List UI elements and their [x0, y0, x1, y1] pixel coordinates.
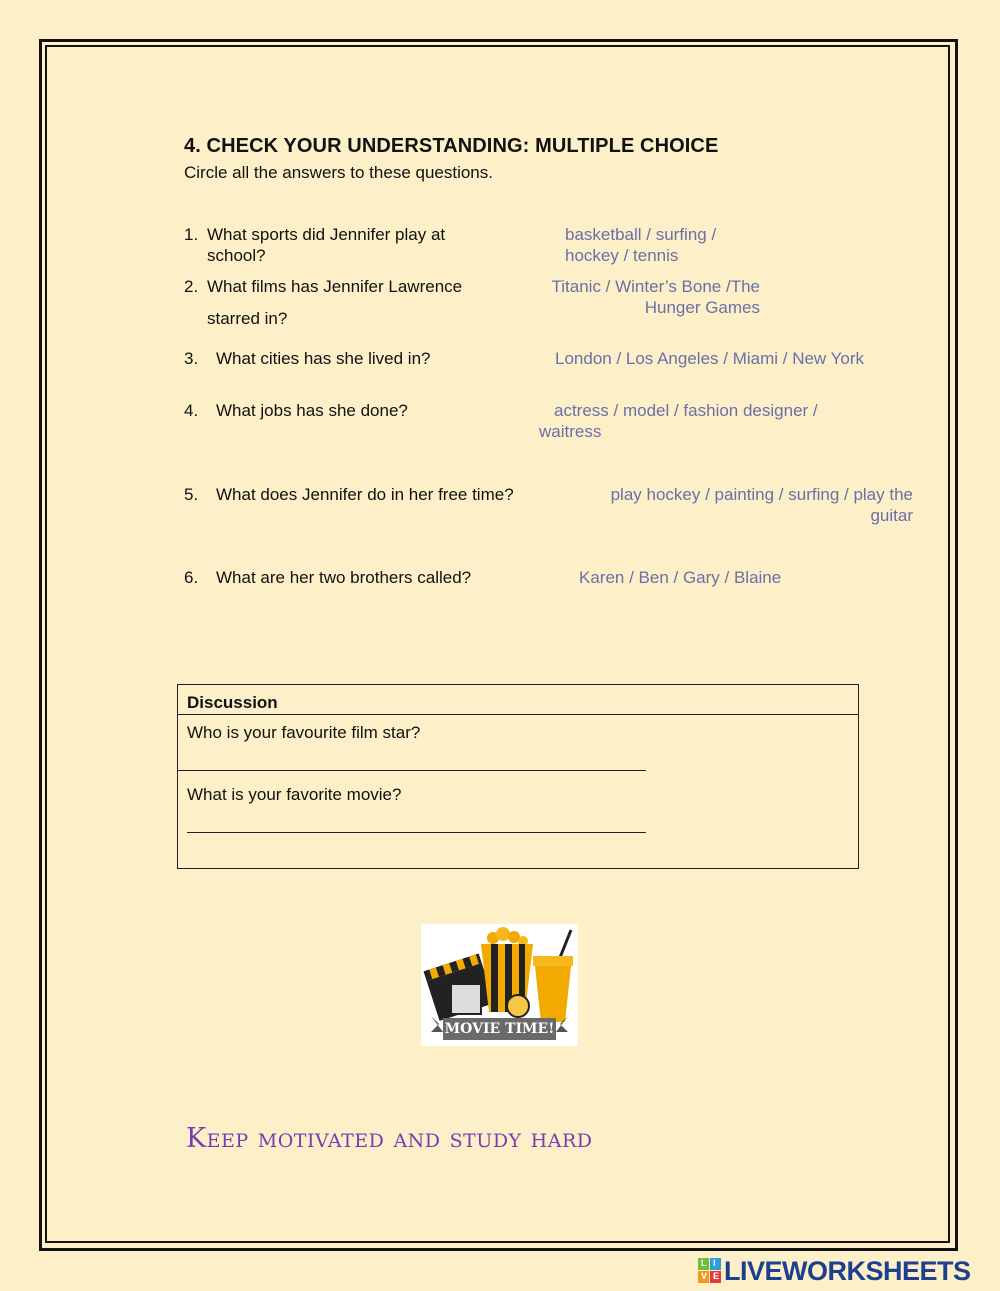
question-number: 3. [184, 349, 199, 368]
badge-letter: E [713, 1271, 720, 1281]
badge-letter: I [713, 1258, 716, 1268]
question-text: What films has Jennifer Lawrence [207, 277, 463, 296]
live-badge-letters [698, 1258, 722, 1284]
brand-name: LIVEWORKSHEETS [724, 1255, 971, 1286]
question-number: 4. [184, 401, 199, 420]
answer-options[interactable]: London / Los Angeles / Miami / New York [555, 349, 865, 368]
answer-options[interactable]: guitar [870, 506, 913, 525]
movie-time-banner-text: MOVIE TIME! [444, 1021, 555, 1037]
badge-letter: V [701, 1271, 708, 1281]
liveworksheets-brand[interactable] [698, 1256, 971, 1286]
question-text: What does Jennifer do in her free time? [216, 485, 514, 504]
answer-options[interactable]: Hunger Games [644, 298, 760, 317]
answer-options[interactable]: Titanic / Winter’s Bone /The [551, 277, 760, 296]
question-number: 6. [184, 568, 199, 587]
answer-options[interactable]: play hockey / painting / surfing / play the [610, 485, 913, 504]
question-number: 1. [184, 225, 199, 244]
answer-options[interactable]: basketball / surfing / [565, 225, 717, 244]
question-number: 2. [184, 277, 199, 296]
question-text: What sports did Jennifer play at [207, 225, 446, 244]
question-text: What jobs has she done? [216, 401, 408, 420]
answer-line-2[interactable] [187, 832, 646, 833]
movie-time-illustration [421, 924, 578, 1046]
question-text: What cities has she lived in? [216, 349, 431, 368]
answer-line-1[interactable] [178, 770, 646, 771]
discussion-question-1: Who is your favourite film star? [187, 723, 421, 742]
answer-options[interactable]: hockey / tennis [565, 246, 679, 265]
question-number: 5. [184, 485, 199, 504]
answer-options[interactable]: Karen / Ben / Gary / Blaine [579, 568, 782, 587]
badge-letter: L [701, 1258, 707, 1268]
section-title: 4. CHECK YOUR UNDERSTANDING: MULTIPLE CHOICE [184, 135, 719, 157]
discussion-question-2: What is your favorite movie? [187, 785, 402, 804]
question-text-continued: starred in? [207, 309, 288, 328]
discussion-header [178, 685, 858, 715]
answer-options[interactable]: actress / model / fashion designer / [554, 401, 818, 420]
question-text: What are her two brothers called? [216, 568, 472, 587]
motto-text: Keep motivated and study hard [186, 1123, 593, 1154]
answer-options[interactable]: waitress [539, 422, 602, 441]
question-text-continued: school? [207, 246, 266, 265]
page-border-inner [45, 45, 950, 1243]
discussion-heading: Discussion [187, 693, 278, 712]
discussion-box [177, 684, 859, 869]
section-instruction: Circle all the answers to these questions. [184, 163, 493, 182]
